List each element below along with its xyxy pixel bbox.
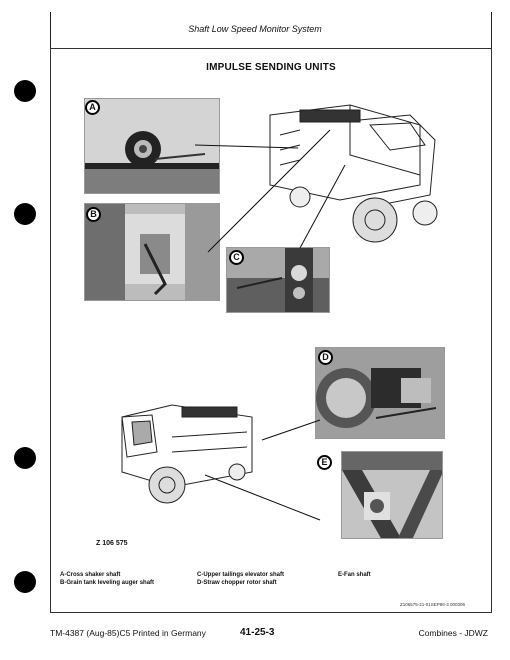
figure-reference-code: Z106575-21-01SEP86-3 000306 — [400, 602, 466, 607]
callout-b: B — [86, 207, 101, 222]
callout-d: D — [318, 350, 333, 365]
caption-a: A-Cross shaker shaft — [60, 572, 121, 578]
caption-d: D-Straw chopper rotor shaft — [197, 580, 277, 586]
caption-c: C-Upper tailings elevator shaft — [197, 572, 285, 578]
footer-product: Combines - JDWZ — [418, 628, 488, 638]
caption-e: E-Fan shaft — [338, 572, 371, 578]
callout-e: E — [317, 455, 332, 470]
caption-b: B-Grain tank leveling auger shaft — [60, 580, 155, 586]
figure-title: IMPULSE SENDING UNITS — [206, 62, 336, 73]
figure-id: Z 106 575 — [96, 540, 128, 547]
section-title: Shaft Low Speed Monitor System — [188, 24, 322, 34]
callout-c: C — [229, 250, 244, 265]
callout-a: A — [85, 100, 100, 115]
footer-page-number: 41-25-3 — [240, 627, 275, 638]
footer-publication: TM-4387 (Aug-85)C5 Printed in Germany — [50, 628, 206, 638]
